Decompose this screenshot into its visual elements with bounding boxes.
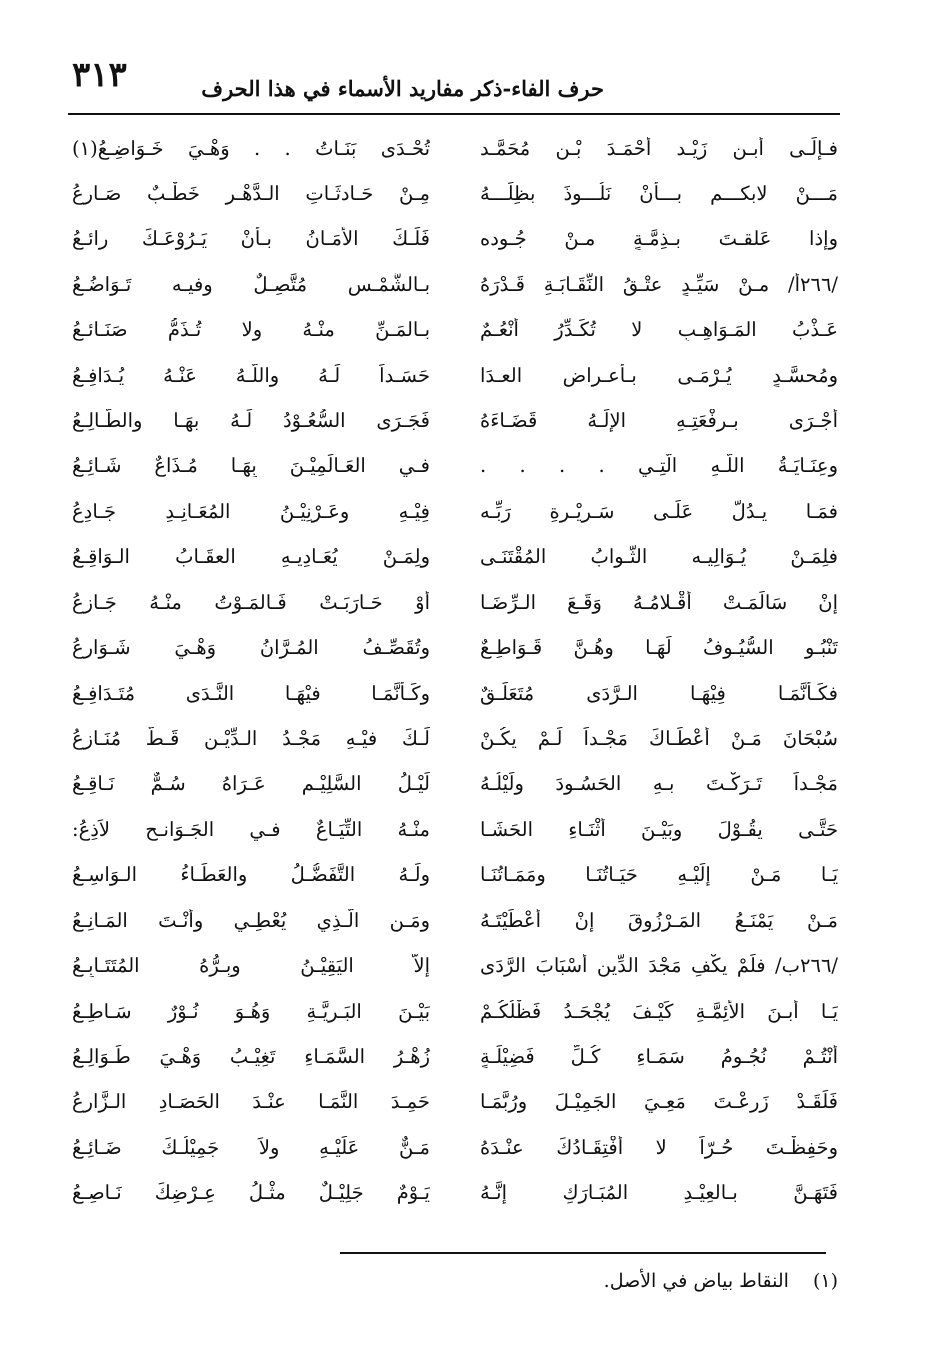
- first-hemistich: /٢٦٦أ/ مـنْ سَيِّـدٍ عتْـقُ النِّقَـابَـةِ قَـدْرَهُ: [480, 272, 838, 296]
- verse: [72, 1082, 838, 1122]
- second-hemistich: تُحْـدَى بَنَـاتُ . . وَهْـيَ خَـوَاضِـعُ(١): [72, 136, 430, 160]
- second-hemistich: فَلَـكَ الأَمَـانُ بـأنْ يَـرُوْعَـكَ رائـعُ: [72, 227, 430, 251]
- second-hemistich: بـالشَّمْـسِ مُتَّصِـلٌ وفيـه تَـوَاضُـعُ: [72, 272, 430, 296]
- first-hemistich: حَتَّـى يقُـوْلَ وبَيْـنَ أثْنَـاءِ الحَشَـا: [480, 817, 838, 841]
- first-hemistich: تَنْبُـو السُّيُـوفُ لَهَـا وهُـنَّ قَـوَاطِـعٌ: [480, 636, 838, 660]
- second-hemistich: بـالمَـنِّ منْـهُ ولا تُـذَمُّ صَنَـائـعُ: [72, 318, 430, 342]
- first-hemistich: فـإلَـى أبـنِ زَيْـد أحْمَـدَ بْـنِ مُحَمَّـد: [480, 136, 838, 160]
- first-hemistich: أنْتُـمْ نُجُـومُ سَمَـاءِ كُـلِّ فَضِيْلَـةٍ: [480, 1044, 838, 1068]
- verse: [72, 718, 838, 758]
- verse: [72, 1127, 838, 1167]
- first-hemistich: وحَفِظْـتَ حُـرّاً لا أفْتِقَـادُكَ عنْـدَهُ: [480, 1135, 838, 1159]
- verse: [72, 491, 838, 531]
- verse: [72, 219, 838, 259]
- second-hemistich: فـي العَـالَمِيْـنَ بِهَـا مُـذَاعٌ شَـائِـعُ: [72, 454, 430, 478]
- verse: [72, 537, 838, 577]
- second-hemistich: وكَـأنَّمَـا فيْهَـا النَّـدَى مُتَـدَافِـعُ: [72, 681, 430, 705]
- second-hemistich: لَيْـلُ السَّلِيْـمِ عَـرَاهُ سُـمٌّ نَـاقِـعُ: [72, 772, 430, 796]
- second-hemistich: مِـنْ حَـادثَـاتِ الـدَّهْـرِ خَطْـبٌ صَـارِعُ: [72, 181, 430, 205]
- footnote: [604, 1270, 838, 1292]
- footnote-text: النقاط بياض في الأصل.: [603, 1270, 789, 1292]
- second-hemistich: إلاَّ اليَقِيْـنُ وبِـرُّهُ المُتَتَـابِـعُ: [72, 954, 430, 978]
- second-hemistich: فَجَـرَى السُّعُـوْدُ لَـهُ بهَـا والطَّـالِـعُ: [72, 409, 430, 433]
- first-hemistich: عَـذْبُ المَـوَاهِـبِ لا تُكَـدِّرُ أَنْعُـمٌ: [480, 318, 838, 342]
- verse: [72, 1173, 838, 1213]
- verse: [72, 628, 838, 668]
- page-number: ٣١٣: [72, 55, 127, 95]
- first-hemistich: فَتَهَـنَّ بـالعِيْـدِ المُبَـارَكِ إنَّـهُ: [480, 1181, 838, 1205]
- second-hemistich: ولِمَـنْ يُعَـادِيـهِ العقَـابُ الـوَاقِـعُ: [72, 545, 430, 569]
- first-hemistich: وإذا عَلقـتَ بـذِمَّـةٍ مـنْ جُـوده: [480, 227, 838, 251]
- footnote-marker: (١): [812, 1270, 838, 1292]
- second-hemistich: حَسَـداً لَـهُ واللَّـهُ عَنْـهُ يُـدَافِـعُ: [72, 363, 430, 387]
- verse: [72, 809, 838, 849]
- verse: [72, 355, 838, 395]
- first-hemistich: ومُحسَّـدٍ يُـرْمَـى بـأعـراض العـدَا: [480, 363, 838, 387]
- second-hemistich: يَـوْمٌ جَلِيْـلٌ مثْـلُ عِـرْضِكَ نَـاصِـعُ: [72, 1181, 430, 1205]
- running-head: حرف الفاء-ذكر مفاريد الأسماء في هذا الحرف: [201, 76, 604, 101]
- second-hemistich: بَيْـنَ البَـرِيَّـةِ وَهُـوَ نُـوْرٌ سَـاطِـعُ: [72, 999, 430, 1023]
- verse: [72, 582, 838, 622]
- verse: [72, 446, 838, 486]
- verse: [72, 173, 838, 213]
- verse: [72, 310, 838, 350]
- first-hemistich: يَـا أبـنَ الأئِمَّـةِ كَيْـفَ يُجْحَـدُ فَظْلُكُـمْ: [480, 999, 838, 1023]
- verse: [72, 764, 838, 804]
- second-hemistich: مَـنٌّ عَلَيْـهِ ولاَ جَمِيْلُـكَ ضَـائِـعُ: [72, 1135, 430, 1159]
- first-hemistich: فَلَقَـدْ زَرعْـتَ مَعِـيَ الجَمِيْـلَ ورُبَّمَـا: [480, 1090, 838, 1114]
- verse: [72, 946, 838, 986]
- first-hemistich: مَـــنْ لابكـــم بـــأنْ نَلُـــوذَ بظِلِّـــهُ: [480, 181, 838, 205]
- first-hemistich: فمَـا يـدُلُّ عَلَـى سَـرِيْـرةِ رَبِّـه: [480, 499, 838, 523]
- verse: [72, 673, 838, 713]
- verse: [72, 991, 838, 1031]
- first-hemistich: فلِمَـنْ يُـوَالِيـه الثَّـوابُ المُقْتَنَـى: [480, 545, 838, 569]
- verse: [72, 900, 838, 940]
- first-hemistich: إنْ سَالَمَـتْ أقْـلامُـهُ وَقَـعَ الـرِّضَـا: [480, 590, 838, 614]
- first-hemistich: يَـا مَـنْ إلَيْـهِ حَيَـاتُنَـا ومَمَـاتُنَـا: [480, 863, 838, 887]
- footnote-divider: [340, 1252, 826, 1254]
- first-hemistich: مَجْـداً تَـرَكْـتَ بـهِ الحَسُـودَ ولَيْلُـهُ: [480, 772, 838, 796]
- second-hemistich: فِيْـهِ وعَـرْنِيْـنُ المُعَـانِـدِ جَـادِعُ: [72, 499, 430, 523]
- second-hemistich: أَوْ حَـارَبَـتْ فَـالمَـوْتُ منْـهُ جَـازِعُ: [72, 590, 430, 614]
- second-hemistich: منْـهُ التِّيَـاعٌ فـي الجَـوَانـحِ لاَذِعُ:: [72, 817, 430, 841]
- first-hemistich: سُبْحَانَ مَـنْ أعْطَـاكَ مَجْـداً لَـمْ يكُـنْ: [480, 726, 838, 750]
- verse: [72, 1036, 838, 1076]
- second-hemistich: وتُقَصِّـفُ المُـرَّانُ وَهْـيَ شَـوَارِعُ: [72, 636, 430, 660]
- verse: [72, 264, 838, 304]
- second-hemistich: ولَـهُ التَّفَضُّـلُ والعَطَـاءُ الـوَاسِـعُ: [72, 863, 430, 887]
- first-hemistich: فكَـأنَّمَـا فِيْهَـا الـرَّدَى مُتَعَلِّـقٌ: [480, 681, 838, 705]
- second-hemistich: لَـكَ فيْـهِ مَجْـدُ الـدِّيْـنِ قَـطُّ مُنَـازِعُ: [72, 726, 430, 750]
- second-hemistich: ومَـنِ الَّـذِي يُعْطِـي وأنْـتَ المَـانِـعُ: [72, 908, 430, 932]
- header-divider: [68, 113, 840, 115]
- first-hemistich: وعِنَـايَـةُ اللَّـهِ الَّتِـي . . . .: [480, 454, 838, 478]
- first-hemistich: مَـنْ يَمْنَـعُ المَـرْزُوقَ إنْ أعْطَيْتَـهُ: [480, 908, 838, 932]
- verse: [72, 855, 838, 895]
- verse: [72, 401, 838, 441]
- poem-body: [72, 128, 838, 1213]
- first-hemistich: أجْـرَى بـرِفْعَتِـهِ الإلَـهُ قَضَـاءَهُ: [480, 409, 838, 433]
- second-hemistich: زُهْـرُ السَّمَـاءِ تَغِيْـبُ وَهْـيَ طَـوَالِـعُ: [72, 1044, 430, 1068]
- verse: [72, 128, 838, 168]
- first-hemistich: /٢٦٦ب/ فلَمْ يكْفِ مَجْدَ الدِّينِ أسْبَابَ الرَّدَى: [480, 954, 838, 978]
- second-hemistich: حَمِـدَ النَّمَـا عنْـدَ الحَصَـادِ الـزَّارِعُ: [72, 1090, 430, 1114]
